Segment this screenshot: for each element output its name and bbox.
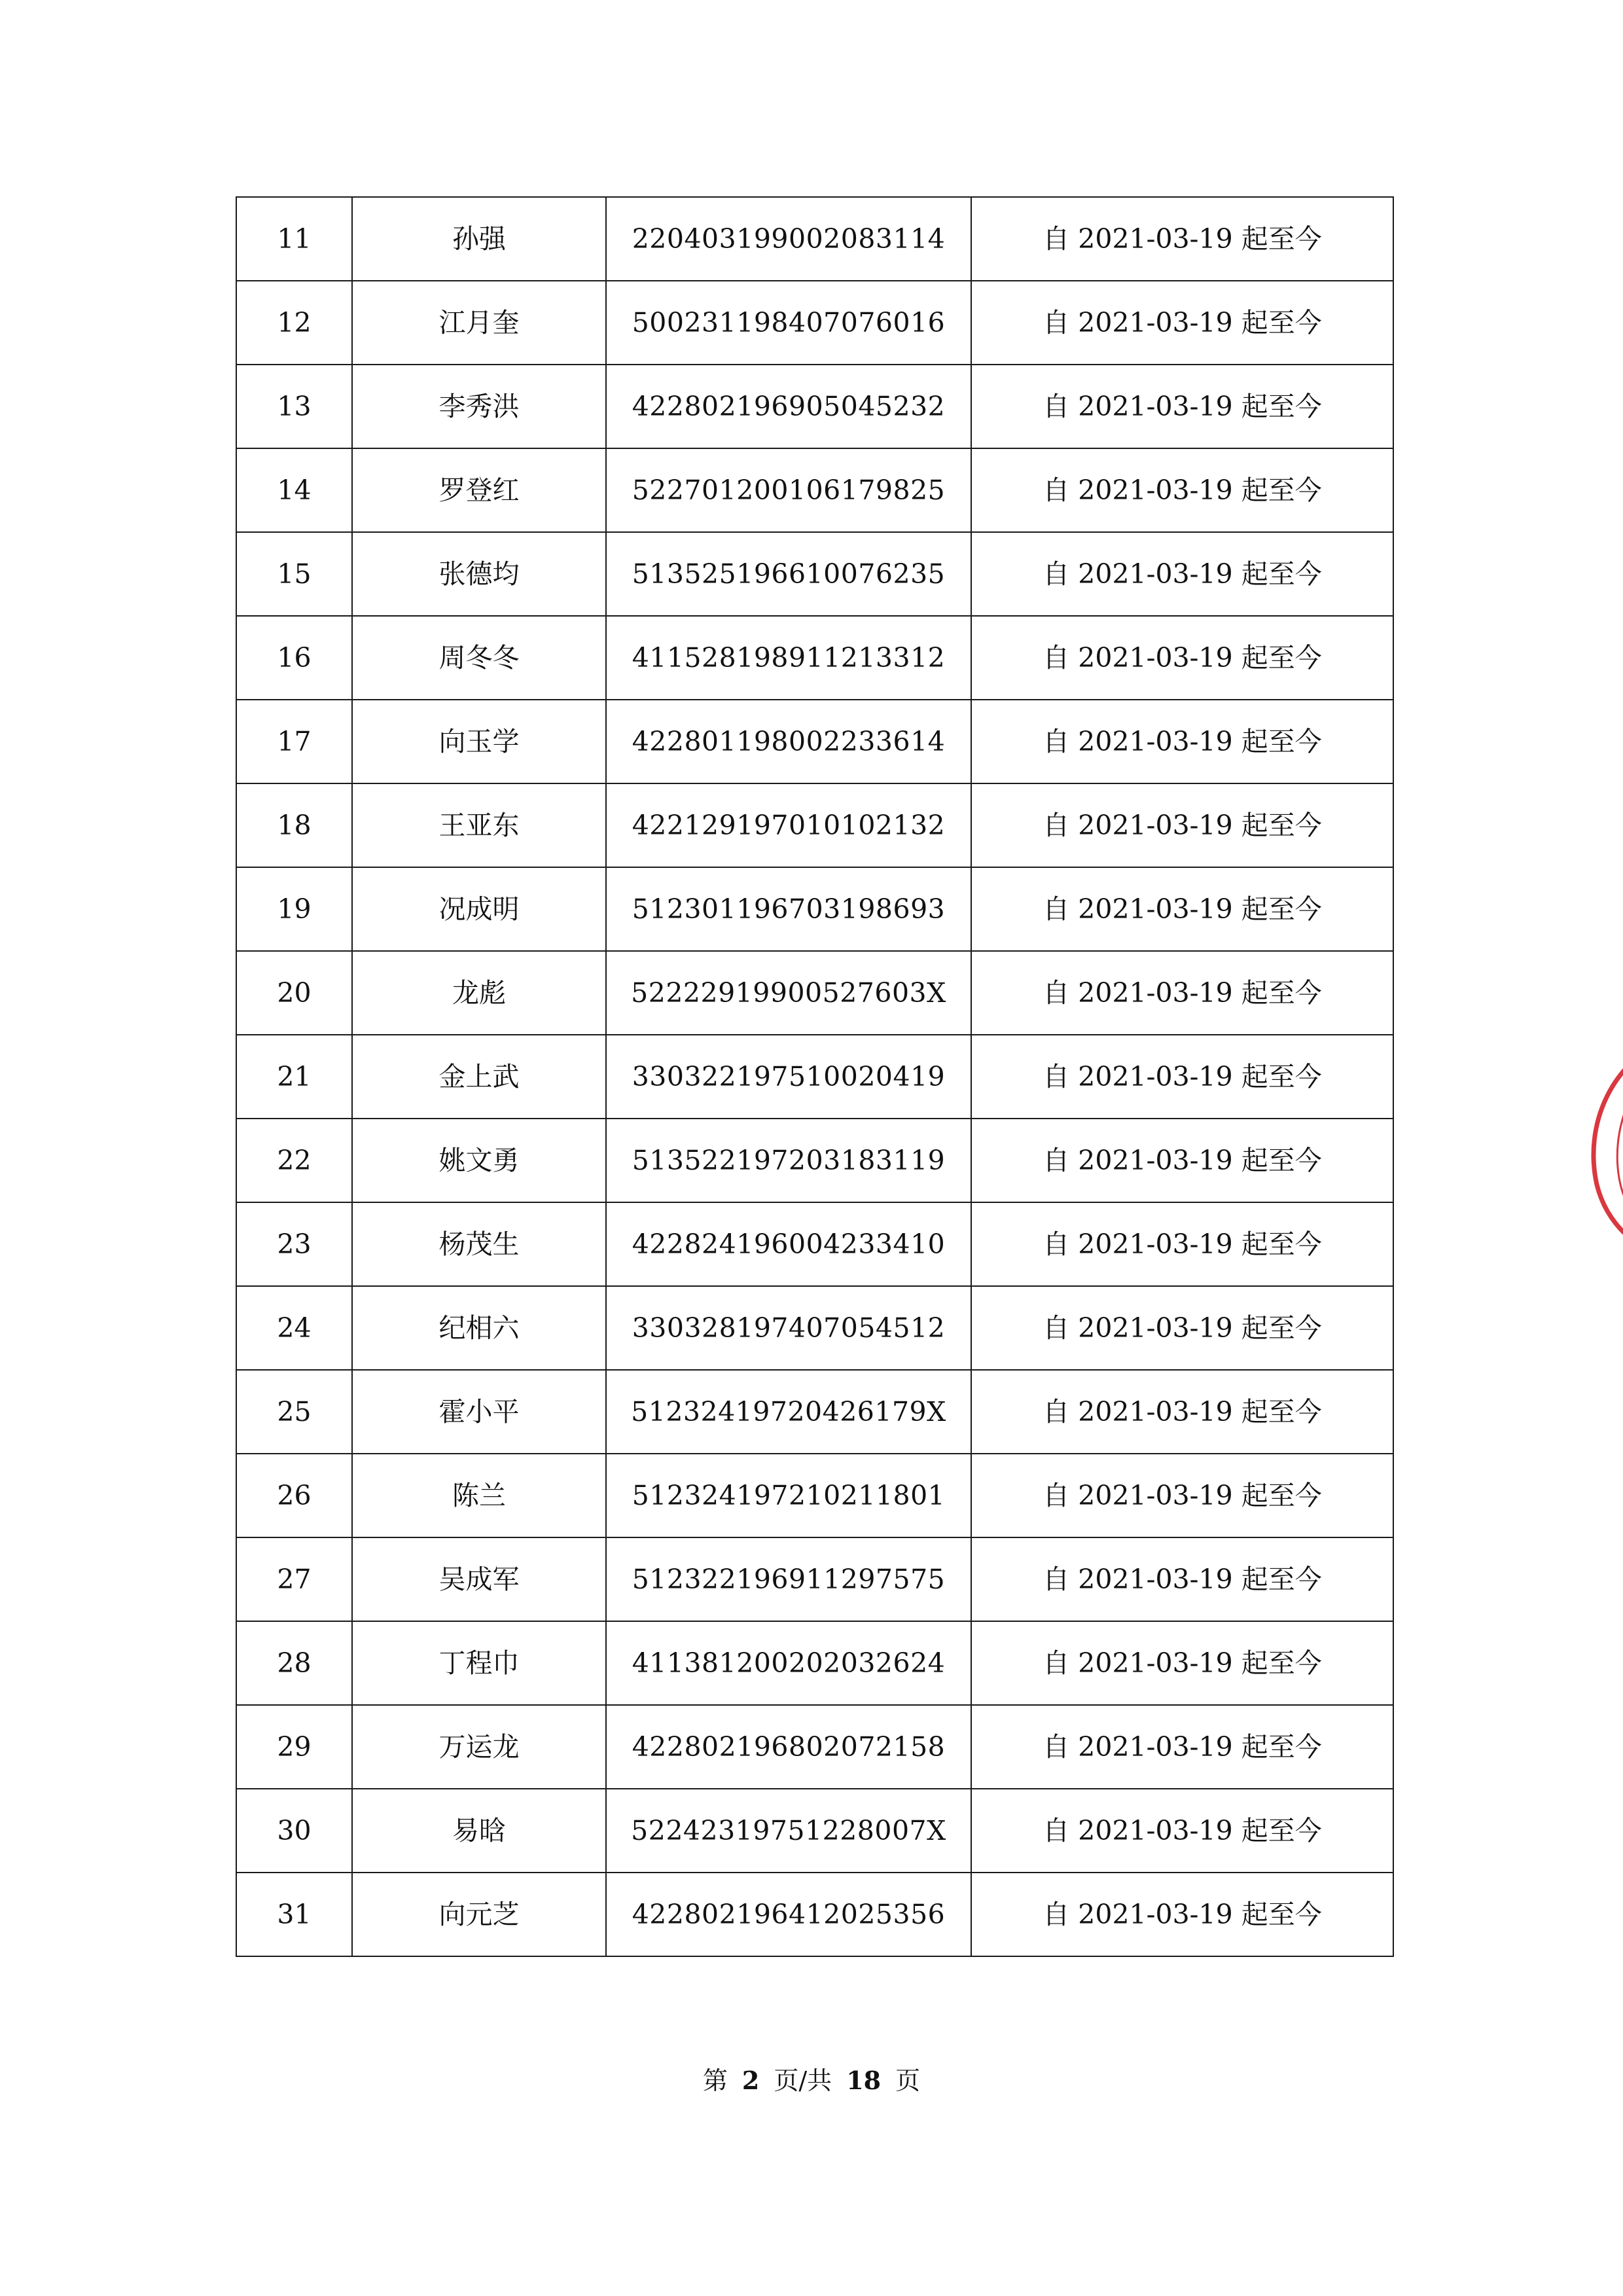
table-row — [236, 365, 1393, 448]
period-cell: 自 2021-03-19 起至今 — [971, 1705, 1393, 1789]
period-cell: 自 2021-03-19 起至今 — [971, 1286, 1393, 1370]
red-seal-stamp — [1584, 1021, 1623, 1270]
table-row — [236, 532, 1393, 616]
id-number-cell: 422129197010102132 — [606, 783, 971, 867]
table-row — [236, 1370, 1393, 1454]
id-number-cell: 512322196911297575 — [606, 1537, 971, 1621]
name-cell: 孙强 — [352, 197, 606, 281]
row-number-cell: 23 — [236, 1202, 352, 1286]
period-cell: 自 2021-03-19 起至今 — [971, 1537, 1393, 1621]
period-cell: 自 2021-03-19 起至今 — [971, 1454, 1393, 1537]
period-cell: 自 2021-03-19 起至今 — [971, 1370, 1393, 1454]
roster-table-body — [236, 197, 1393, 1956]
period-cell: 自 2021-03-19 起至今 — [971, 532, 1393, 616]
name-cell: 周冬冬 — [352, 616, 606, 700]
table-row — [236, 1119, 1393, 1202]
id-number-cell: 422824196004233410 — [606, 1202, 971, 1286]
table-row — [236, 1873, 1393, 1956]
page-footer — [0, 2060, 1623, 2096]
row-number-cell: 20 — [236, 951, 352, 1035]
table-row — [236, 1035, 1393, 1119]
current-page-number: 2 — [741, 2066, 760, 2095]
period-cell: 自 2021-03-19 起至今 — [971, 1035, 1393, 1119]
id-number-cell: 330328197407054512 — [606, 1286, 971, 1370]
table-row — [236, 1202, 1393, 1286]
name-cell: 罗登红 — [352, 448, 606, 532]
name-cell: 向元芝 — [352, 1873, 606, 1956]
id-number-cell: 220403199002083114 — [606, 197, 971, 281]
id-number-cell: 422802196412025356 — [606, 1873, 971, 1956]
table-row — [236, 1537, 1393, 1621]
row-number-cell: 30 — [236, 1789, 352, 1873]
id-number-cell: 512324197210211801 — [606, 1454, 971, 1537]
table-row — [236, 783, 1393, 867]
name-cell: 江月奎 — [352, 281, 606, 365]
name-cell: 霍小平 — [352, 1370, 606, 1454]
table-row — [236, 867, 1393, 951]
table-row — [236, 1705, 1393, 1789]
period-cell: 自 2021-03-19 起至今 — [971, 365, 1393, 448]
name-cell: 吴成军 — [352, 1537, 606, 1621]
period-cell: 自 2021-03-19 起至今 — [971, 783, 1393, 867]
row-number-cell: 25 — [236, 1370, 352, 1454]
id-number-cell: 512301196703198693 — [606, 867, 971, 951]
name-cell: 王亚东 — [352, 783, 606, 867]
period-cell: 自 2021-03-19 起至今 — [971, 1621, 1393, 1705]
name-cell: 向玉学 — [352, 700, 606, 783]
period-cell: 自 2021-03-19 起至今 — [971, 867, 1393, 951]
row-number-cell: 16 — [236, 616, 352, 700]
name-cell: 万运龙 — [352, 1705, 606, 1789]
table-row — [236, 700, 1393, 783]
id-number-cell: 411528198911213312 — [606, 616, 971, 700]
row-number-cell: 11 — [236, 197, 352, 281]
total-page-number: 18 — [846, 2066, 882, 2095]
id-number-cell: 422801198002233614 — [606, 700, 971, 783]
row-number-cell: 19 — [236, 867, 352, 951]
footer-suffix: 页 — [895, 2066, 921, 2095]
name-cell: 况成明 — [352, 867, 606, 951]
name-cell: 李秀洪 — [352, 365, 606, 448]
id-number-cell: 522701200106179825 — [606, 448, 971, 532]
id-number-cell: 330322197510020419 — [606, 1035, 971, 1119]
id-number-cell: 422802196905045232 — [606, 365, 971, 448]
row-number-cell: 14 — [236, 448, 352, 532]
row-number-cell: 27 — [236, 1537, 352, 1621]
name-cell: 杨茂生 — [352, 1202, 606, 1286]
table-row — [236, 197, 1393, 281]
name-cell: 张德均 — [352, 532, 606, 616]
period-cell: 自 2021-03-19 起至今 — [971, 951, 1393, 1035]
row-number-cell: 28 — [236, 1621, 352, 1705]
roster-table — [236, 196, 1394, 1957]
row-number-cell: 24 — [236, 1286, 352, 1370]
name-cell: 姚文勇 — [352, 1119, 606, 1202]
table-row — [236, 951, 1393, 1035]
row-number-cell: 12 — [236, 281, 352, 365]
id-number-cell: 513525196610076235 — [606, 532, 971, 616]
table-row — [236, 616, 1393, 700]
name-cell: 易晗 — [352, 1789, 606, 1873]
id-number-cell: 500231198407076016 — [606, 281, 971, 365]
table-row — [236, 1789, 1393, 1873]
name-cell: 龙彪 — [352, 951, 606, 1035]
id-number-cell: 411381200202032624 — [606, 1621, 971, 1705]
period-cell: 自 2021-03-19 起至今 — [971, 197, 1393, 281]
table-row — [236, 1286, 1393, 1370]
row-number-cell: 21 — [236, 1035, 352, 1119]
name-cell: 陈兰 — [352, 1454, 606, 1537]
period-cell: 自 2021-03-19 起至今 — [971, 1202, 1393, 1286]
table-row — [236, 1621, 1393, 1705]
id-number-cell: 51232419720426179X — [606, 1370, 971, 1454]
id-number-cell: 52222919900527603X — [606, 951, 971, 1035]
period-cell: 自 2021-03-19 起至今 — [971, 700, 1393, 783]
period-cell: 自 2021-03-19 起至今 — [971, 448, 1393, 532]
name-cell: 金上武 — [352, 1035, 606, 1119]
period-cell: 自 2021-03-19 起至今 — [971, 1119, 1393, 1202]
period-cell: 自 2021-03-19 起至今 — [971, 281, 1393, 365]
row-number-cell: 18 — [236, 783, 352, 867]
row-number-cell: 29 — [236, 1705, 352, 1789]
id-number-cell: 422802196802072158 — [606, 1705, 971, 1789]
row-number-cell: 17 — [236, 700, 352, 783]
row-number-cell: 13 — [236, 365, 352, 448]
row-number-cell: 15 — [236, 532, 352, 616]
id-number-cell: 52242319751228007X — [606, 1789, 971, 1873]
name-cell: 纪相六 — [352, 1286, 606, 1370]
table-row — [236, 448, 1393, 532]
row-number-cell: 31 — [236, 1873, 352, 1956]
footer-middle: 页/共 — [774, 2066, 832, 2095]
name-cell: 丁程巾 — [352, 1621, 606, 1705]
footer-prefix: 第 — [702, 2066, 728, 2095]
row-number-cell: 22 — [236, 1119, 352, 1202]
id-number-cell: 513522197203183119 — [606, 1119, 971, 1202]
row-number-cell: 26 — [236, 1454, 352, 1537]
period-cell: 自 2021-03-19 起至今 — [971, 616, 1393, 700]
table-row — [236, 281, 1393, 365]
period-cell: 自 2021-03-19 起至今 — [971, 1789, 1393, 1873]
table-row — [236, 1454, 1393, 1537]
period-cell: 自 2021-03-19 起至今 — [971, 1873, 1393, 1956]
